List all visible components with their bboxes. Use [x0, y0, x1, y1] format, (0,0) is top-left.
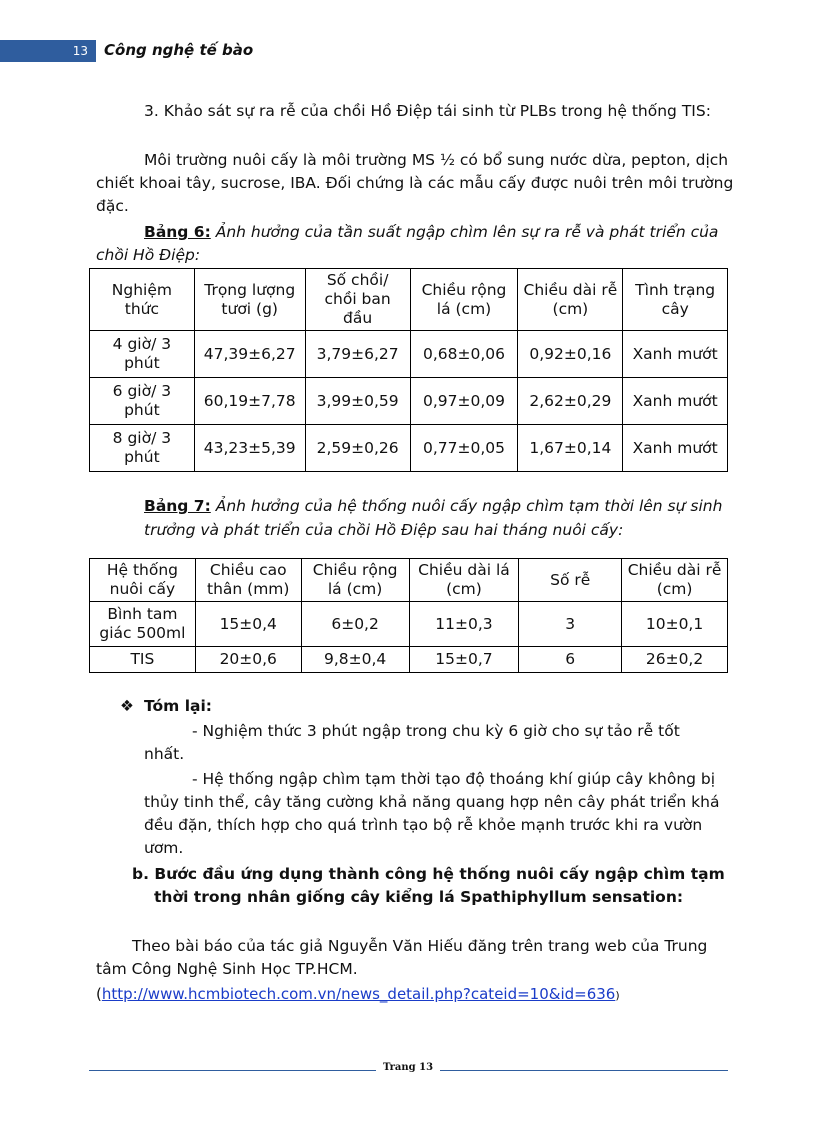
table-row	[90, 331, 728, 378]
section-3-body: Môi trường nuôi cấy là môi trường MS ½ có bổ sung nước dừa, pepton, dịch chiết khoai tây, sucrose, IBA. Đối chứng là các mẫu cấy được nuôi trên môi trường đặc.	[96, 151, 734, 215]
table-6-header-cell: Chiều dài rễ (cm)	[518, 269, 623, 331]
table-7-header-cell: Chiều dài lá (cm)	[409, 559, 519, 602]
table-row	[90, 425, 728, 472]
table-cell: 3,99±0,59	[305, 378, 410, 425]
table-cell: 60,19±7,78	[194, 378, 305, 425]
table-cell: 4 giờ/ 3 phút	[90, 331, 195, 378]
section-b-title: b. Bước đầu ứng dụng thành công hệ thống nuôi cấy ngập chìm tạm thời trong nhân giống cây kiểng lá Spathiphyllum sensation:	[132, 865, 725, 906]
summary-point-2: - Hệ thống ngập chìm tạm thời tạo độ thoáng khí giúp cây không bị thủy tinh thể, cây tăng cường khả năng quang hợp nên cây phát triển khá đều đặn, thích hợp cho quá trình tạo bộ rễ khỏe mạnh trước khi ra vườn ươm.	[144, 770, 720, 857]
table-6-caption-text: Ảnh hưởng của tần suất ngập chìm lên sự ra rễ và phát triển của chồi Hồ Điệp:	[96, 223, 719, 264]
table-6-header-cell: Nghiệm thức	[90, 269, 195, 331]
table-7-caption	[144, 494, 734, 542]
link-open-paren: (	[96, 985, 102, 1003]
summary-point-1: - Nghiệm thức 3 phút ngập trong chu kỳ 6 giờ cho sự tảo rễ tốt nhất.	[144, 722, 680, 763]
table-cell: 0,77±0,05	[410, 425, 518, 472]
source-link[interactable]: http://www.hcmbiotech.com.vn/news_detail.php?cateid=10&id=636	[101, 985, 616, 1003]
table-cell: 6 giờ/ 3 phút	[90, 378, 195, 425]
table-7	[89, 558, 728, 673]
table-6-header-cell: Số chồi/ chồi ban đầu	[305, 269, 410, 331]
table-7-header-cell: Chiều rộng lá (cm)	[301, 559, 409, 602]
table-cell: 3	[519, 602, 622, 647]
table-cell: 8 giờ/ 3 phút	[90, 425, 195, 472]
table-6-header-row	[90, 269, 728, 331]
table-cell: 10±0,1	[622, 602, 728, 647]
link-close-paren: )	[615, 989, 620, 1002]
table-cell: 1,67±0,14	[518, 425, 623, 472]
table-cell: 3,79±6,27	[305, 331, 410, 378]
table-cell: Xanh mướt	[623, 378, 728, 425]
table-7-header-cell: Chiều cao thân (mm)	[195, 559, 301, 602]
table-6-label: Bảng 6:	[144, 223, 211, 241]
footer-divider-left	[89, 1070, 376, 1071]
table-cell: Xanh mướt	[623, 331, 728, 378]
running-header-title: Công nghệ tế bào	[104, 41, 254, 59]
table-cell: 0,97±0,09	[410, 378, 518, 425]
summary-heading	[120, 697, 212, 715]
table-cell: 9,8±0,4	[301, 647, 409, 673]
table-6-header-cell: Chiều rộng lá (cm)	[410, 269, 518, 331]
table-cell: 6	[519, 647, 622, 673]
table-cell: Bình tam giác 500ml	[90, 602, 196, 647]
table-6-header-cell: Trọng lượng tươi (g)	[194, 269, 305, 331]
table-7-header-cell: Hệ thống nuôi cấy	[90, 559, 196, 602]
table-cell: 6±0,2	[301, 602, 409, 647]
table-cell: 2,59±0,26	[305, 425, 410, 472]
table-7-header-row	[90, 559, 728, 602]
table-7-header-cell: Số rễ	[519, 559, 622, 602]
table-cell: 0,92±0,16	[518, 331, 623, 378]
footer-page-label: Trang 13	[382, 1062, 434, 1073]
table-cell: TIS	[90, 647, 196, 673]
table-cell: 15±0,7	[409, 647, 519, 673]
table-row	[90, 378, 728, 425]
table-cell: 26±0,2	[622, 647, 728, 673]
footer-divider-right	[440, 1070, 728, 1071]
table-6	[89, 268, 728, 472]
table-cell: 11±0,3	[409, 602, 519, 647]
table-cell: 43,23±5,39	[194, 425, 305, 472]
table-7-header-cell: Chiều dài rễ (cm)	[622, 559, 728, 602]
table-7-label: Bảng 7:	[144, 497, 211, 515]
table-7-caption-text: Ảnh hưởng của hệ thống nuôi cấy ngập chìm tạm thời lên sự sinh trưởng và phát triển của chồi Hồ Điệp sau hai tháng nuôi cấy:	[144, 497, 723, 539]
section-3-title: 3. Khảo sát sự ra rễ của chồi Hồ Điệp tái sinh từ PLBs trong hệ thống TIS:	[144, 102, 711, 120]
table-cell: 0,68±0,06	[410, 331, 518, 378]
table-cell: 2,62±0,29	[518, 378, 623, 425]
section-b-body: Theo bài báo của tác giả Nguyễn Văn Hiếu đăng trên trang web của Trung tâm Công Nghệ Sinh Học TP.HCM.	[96, 937, 708, 978]
table-cell: 47,39±6,27	[194, 331, 305, 378]
summary-title: Tóm lại:	[144, 697, 212, 715]
table-6-header-cell: Tình trạng cây	[623, 269, 728, 331]
diamond-bullet-icon: ❖	[120, 697, 134, 715]
table-row	[90, 647, 728, 673]
table-cell: Xanh mướt	[623, 425, 728, 472]
table-6-caption	[96, 221, 726, 267]
table-cell: 15±0,4	[195, 602, 301, 647]
page-number-badge: 13	[0, 40, 96, 62]
table-cell: 20±0,6	[195, 647, 301, 673]
source-link-line	[96, 983, 736, 1007]
table-row	[90, 602, 728, 647]
